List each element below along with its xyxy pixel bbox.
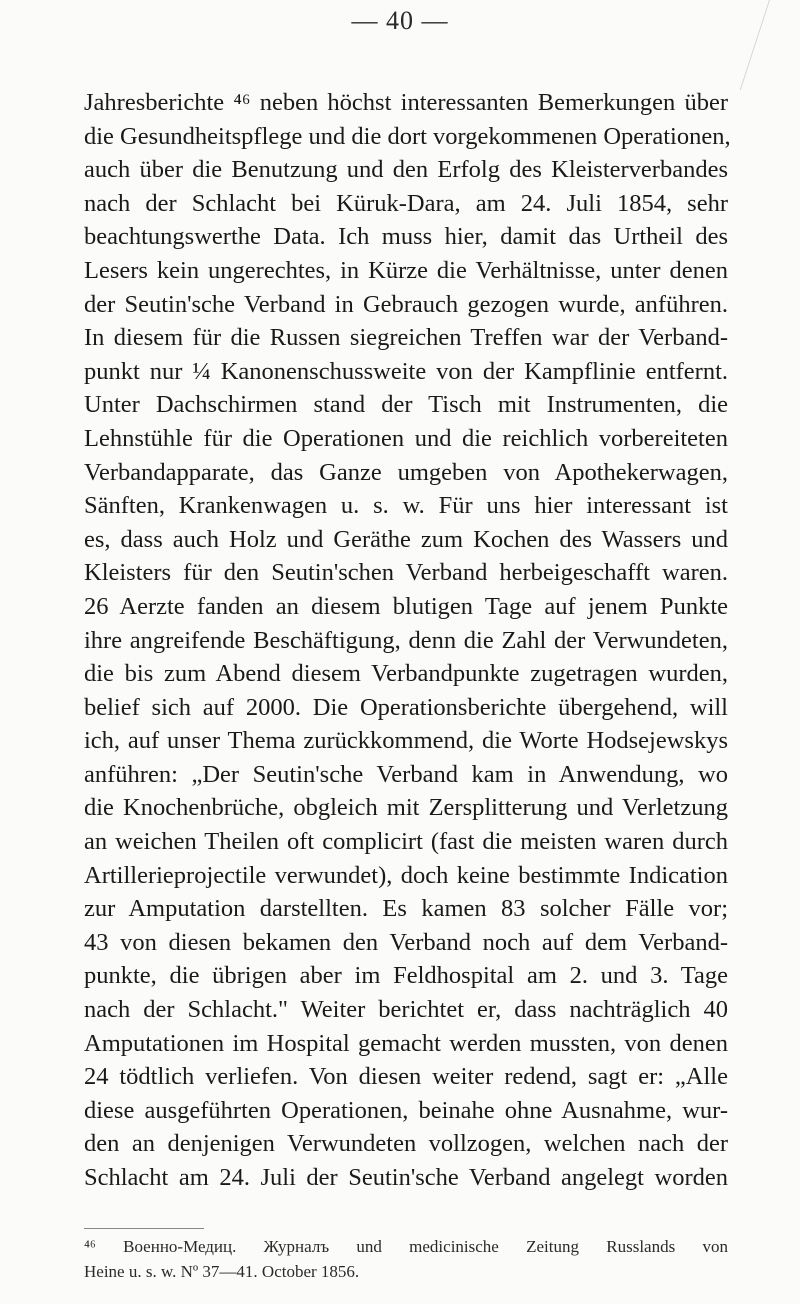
page-number: — 40 —	[351, 6, 449, 35]
footnote	[84, 1234, 728, 1284]
text-line: 26 Aerzte fanden an diesem blutigen Tage auf jenem Punkte	[84, 592, 728, 620]
text-line: den an denjenigen Verwundeten vollzogen, welchen nach der	[84, 1130, 728, 1158]
footnote-line: ⁴⁶ Военно-Медиц. Журналъ und medicinische Zeitung Russlands von	[84, 1237, 728, 1256]
text-line: beachtungswerthe Data. Ich muss hier, damit das Urtheil des	[84, 223, 728, 251]
text-line: der Seutin'sche Verband in Gebrauch gezogen wurde, anführen.	[84, 290, 728, 318]
text-line: ihre angreifende Beschäftigung, denn die Zahl der Verwundeten,	[84, 626, 728, 654]
text-line: belief sich auf 2000. Die Operationsberichte übergehend, will	[84, 693, 728, 721]
text-line: nach der Schlacht." Weiter berichtet er, dass nachträglich 40	[84, 996, 728, 1024]
text-line: Unter Dachschirmen stand der Tisch mit Instrumenten, die	[84, 391, 728, 419]
text-line: In diesem für die Russen siegreichen Treffen war der Verband-	[84, 324, 728, 352]
body-text	[84, 86, 731, 1195]
text-line: Sänften, Krankenwagen u. s. w. Für uns hier interessant ist	[84, 492, 728, 520]
text-line: Schlacht am 24. Juli der Seutin'sche Verband angelegt worden	[84, 1164, 728, 1191]
text-line: diese ausgeführten Operationen, beinahe ohne Ausnahme, wur-	[84, 1096, 728, 1124]
text-line: Lesers kein ungerechtes, in Kürze die Verhältnisse, unter denen	[84, 256, 728, 284]
text-line: 43 von diesen bekamen den Verband noch auf dem Verband-	[84, 928, 728, 956]
text-line: zur Amputation darstellten. Es kamen 83 solcher Fälle vor;	[84, 895, 728, 923]
text-line: anführen: „Der Seutin'sche Verband kam in Anwendung, wo	[84, 760, 728, 788]
text-line: nach der Schlacht bei Küruk-Dara, am 24. Juli 1854, sehr	[84, 189, 728, 217]
text-line: die Gesundheitspflege und die dort vorgekommenen Operationen,	[84, 122, 731, 150]
text-line: Kleisters für den Seutin'schen Verband herbeigeschafft waren.	[84, 559, 728, 587]
text-line: Lehnstühle für die Operationen und die reichlich vorbereiteten	[84, 424, 728, 452]
text-line: die Knochenbrüche, obgleich mit Zersplitterung und Verletzung	[84, 794, 728, 822]
text-line: auch über die Benutzung und den Erfolg des Kleisterverbandes	[84, 156, 728, 184]
footnote-line: Heine u. s. w. Nº 37—41. October 1856.	[84, 1262, 360, 1281]
text-line: es, dass auch Holz und Geräthe zum Kochen des Wassers und	[84, 525, 728, 553]
text-line: Jahresberichte ⁴⁶ neben höchst interessanten Bemerkungen über	[84, 89, 728, 116]
text-line: Artillerieprojectile verwundet), doch keine bestimmte Indication	[84, 861, 728, 889]
text-line: punkt nur ¼ Kanonenschussweite von der Kampflinie entfernt.	[84, 357, 728, 385]
text-line: Amputationen im Hospital gemacht werden mussten, von denen	[84, 1029, 728, 1057]
footnote-rule	[84, 1228, 204, 1229]
text-line: 24 tödtlich verliefen. Von diesen weiter redend, sagt er: „Alle	[84, 1063, 728, 1091]
text-line: punkte, die übrigen aber im Feldhospital am 2. und 3. Tage	[84, 962, 728, 990]
text-line: an weichen Theilen oft complicirt (fast die meisten waren durch	[84, 828, 728, 856]
text-line: ich, auf unser Thema zurückkommend, die Worte Hodsejewskys	[84, 727, 728, 755]
text-line: Verbandapparate, das Ganze umgeben von Apothekerwagen,	[84, 458, 728, 486]
text-line: die bis zum Abend diesem Verbandpunkte zugetragen wurden,	[84, 660, 728, 688]
